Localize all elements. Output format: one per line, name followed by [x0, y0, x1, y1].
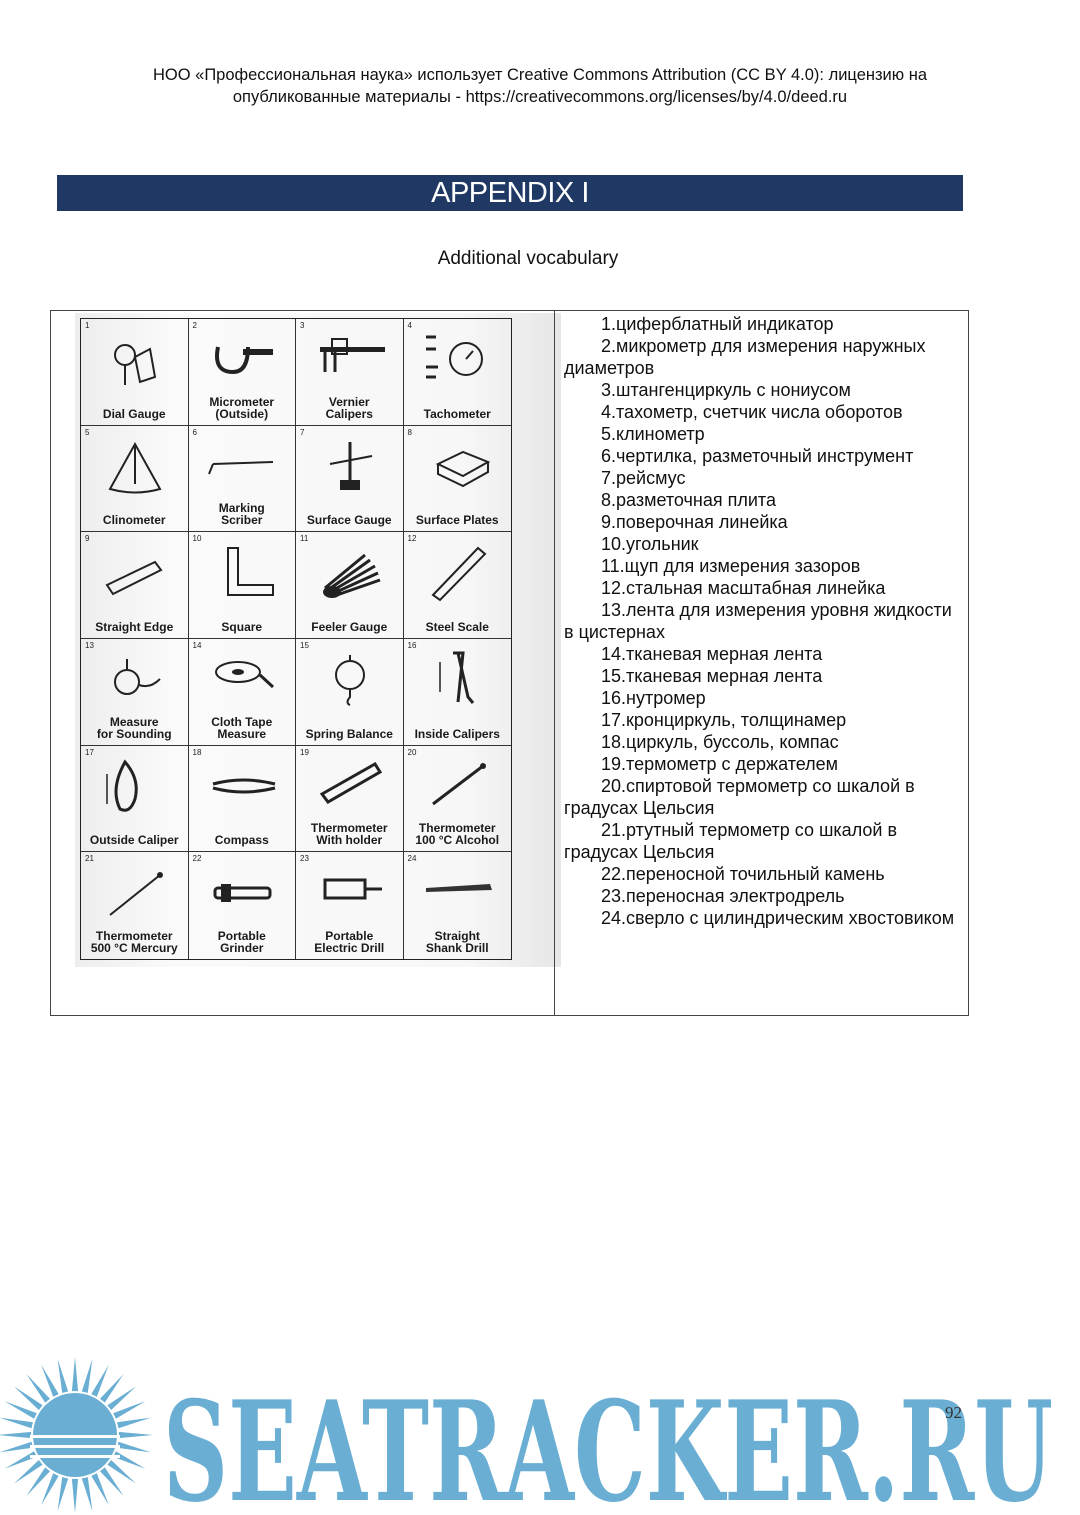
tool-caption: Clinometer — [102, 513, 166, 528]
vocabulary-item: 11.щуп для измерения зазоров — [601, 556, 861, 576]
micrometer-icon — [203, 327, 283, 391]
cloth-tape-icon — [203, 647, 283, 711]
tool-caption: Surface Plates — [415, 513, 499, 528]
surface-gauge-icon — [310, 434, 390, 498]
tool-number: 6 — [192, 427, 197, 437]
tools-grid — [80, 318, 512, 960]
vocabulary-item: 23.переносная электродрель — [601, 886, 845, 906]
tool-number: 7 — [300, 427, 305, 437]
tool-cell — [81, 639, 189, 746]
tool-caption: Thermometer 100 °C Alcohol — [415, 821, 500, 848]
square-icon — [203, 540, 283, 604]
table-divider — [554, 311, 555, 1015]
shank-drill-icon — [418, 860, 498, 924]
tool-number: 19 — [300, 747, 309, 757]
tool-caption: Portable Grinder — [217, 928, 266, 955]
vocabulary-item: 16.нутромер — [601, 688, 706, 708]
tool-cell — [296, 426, 404, 533]
vocabulary-item: 4.тахометр, счетчик числа оборотов — [601, 402, 903, 422]
tool-number: 24 — [407, 854, 417, 864]
tool-number: 4 — [407, 321, 412, 330]
vocabulary-item: 22.переносной точильный камень — [601, 864, 885, 884]
vocabulary-item: 18.циркуль, буссоль, компас — [601, 732, 839, 752]
tool-caption: Cloth Tape Measure — [211, 714, 273, 741]
grinder-icon — [203, 860, 283, 924]
tool-number: 12 — [407, 534, 417, 544]
vocabulary-item: 14.тканевая мерная лента — [601, 644, 823, 664]
tool-caption: Portable Electric Drill — [314, 928, 385, 955]
vocabulary-item: 10.угольник — [601, 534, 699, 554]
vernier-calipers-icon — [310, 327, 390, 391]
vocabulary-item: 24.сверло с цилиндрическим хвостовиком — [601, 908, 955, 928]
tool-number: 20 — [407, 747, 417, 757]
clinometer-icon — [95, 434, 175, 498]
vocabulary-item: 17.кронциркуль, толщинамер — [601, 710, 847, 730]
spring-balance-icon — [310, 647, 390, 711]
feeler-gauge-icon — [310, 540, 390, 604]
tool-cell — [189, 639, 297, 746]
straight-edge-icon — [95, 540, 175, 604]
dial-gauge-icon — [95, 327, 175, 391]
vocabulary-item: 7.рейсмус — [601, 468, 686, 488]
tool-caption: Outside Caliper — [89, 833, 179, 848]
tool-cell — [189, 746, 297, 853]
tool-number: 8 — [407, 427, 412, 437]
tool-caption: Compass — [214, 833, 269, 848]
tool-caption: Micrometer (Outside) — [209, 394, 275, 421]
tool-number: 22 — [192, 854, 202, 864]
tool-number: 21 — [85, 854, 94, 864]
tools-illustration-cell — [51, 311, 554, 1015]
page-number: 92 — [945, 1403, 962, 1422]
seatracker-watermark — [0, 1355, 1080, 1515]
tool-number: 14 — [192, 640, 202, 650]
tool-caption: Straight Edge — [95, 619, 174, 634]
thermometer-alcohol-icon — [418, 754, 498, 818]
tool-cell — [81, 426, 189, 533]
vocabulary-item: 12.стальная масштабная линейка — [601, 578, 886, 598]
tool-caption: Thermometer With holder — [310, 821, 388, 848]
tool-cell — [189, 426, 297, 533]
tool-number: 3 — [300, 321, 305, 330]
tool-number: 5 — [85, 427, 90, 437]
tool-cell — [296, 319, 404, 426]
vocabulary-item: 9.поверочная линейка — [601, 512, 788, 532]
tool-number: 9 — [85, 534, 90, 544]
tool-cell — [189, 319, 297, 426]
tool-caption: Dial Gauge — [102, 406, 166, 421]
tool-caption: Marking Scriber — [218, 501, 265, 528]
tool-number: 17 — [85, 747, 94, 757]
tool-caption: Thermometer 500 °C Mercury — [90, 928, 178, 955]
tool-number: 10 — [192, 534, 202, 544]
tool-caption: Surface Gauge — [306, 513, 392, 528]
vocabulary-item: 13.лента для измерения уровня жидкости в цистернах — [564, 600, 952, 642]
tool-number: 18 — [192, 747, 202, 757]
vocabulary-item: 3.штангенциркуль с нониусом — [601, 380, 851, 400]
tool-cell — [404, 532, 512, 639]
tool-caption: Straight Shank Drill — [425, 928, 489, 955]
tool-number: 2 — [192, 321, 197, 330]
thermometer-holder-icon — [310, 754, 390, 818]
sounding-measure-icon — [95, 647, 175, 711]
outside-caliper-icon — [95, 754, 175, 818]
tool-cell — [404, 426, 512, 533]
vocabulary-item: 1.циферблатный индикатор — [601, 314, 834, 334]
tool-number: 1 — [85, 321, 90, 330]
vocabulary-item: 6.чертилка, разметочный инструмент — [601, 446, 914, 466]
sun-logo-icon — [0, 1357, 153, 1513]
tool-cell — [81, 852, 189, 959]
tool-cell — [404, 319, 512, 426]
tool-cell — [81, 532, 189, 639]
tool-caption: Feeler Gauge — [311, 619, 388, 634]
surface-plate-icon — [418, 434, 498, 498]
appendix-banner: APPENDIX I — [57, 175, 963, 211]
drill-icon — [310, 860, 390, 924]
vocabulary-cell — [564, 313, 964, 929]
compass-icon — [203, 754, 283, 818]
tool-cell — [81, 319, 189, 426]
vocabulary-item: 19.термометр с держателем — [601, 754, 839, 774]
tool-caption: Tachometer — [423, 406, 491, 421]
steel-scale-icon — [418, 540, 498, 604]
tool-caption: Inside Calipers — [414, 726, 500, 741]
tool-caption: Spring Balance — [305, 726, 393, 741]
tool-cell — [81, 746, 189, 853]
license-notice — [60, 64, 1020, 108]
tool-number: 16 — [407, 640, 417, 650]
vocabulary-list — [564, 313, 964, 929]
tool-number: 23 — [300, 854, 309, 864]
vocabulary-item: 15.тканевая мерная лента — [601, 666, 823, 686]
tool-cell — [404, 639, 512, 746]
inside-calipers-icon — [418, 647, 498, 711]
tool-number: 15 — [300, 640, 309, 650]
tool-number: 11 — [300, 534, 309, 544]
tachometer-icon — [418, 327, 498, 391]
tool-caption: Vernier Calipers — [325, 394, 373, 421]
section-subtitle: Additional vocabulary — [437, 248, 619, 269]
tool-caption: Measure for Sounding — [96, 714, 172, 741]
tool-cell — [404, 746, 512, 853]
vocabulary-table — [50, 310, 969, 1016]
tool-cell — [296, 639, 404, 746]
scriber-icon — [203, 434, 283, 498]
vocabulary-item: 8.разметочная плита — [601, 490, 776, 510]
tool-cell — [296, 852, 404, 959]
tool-cell — [189, 852, 297, 959]
tool-cell — [296, 532, 404, 639]
license-line-1: НОО «Профессиональная наука» использует Creative Commons Attribution (CC BY 4.0): лицензию на — [152, 66, 928, 84]
vocabulary-item: 20.спиртовой термометр со шкалой в градусах Цельсия — [564, 776, 915, 818]
vocabulary-item: 21.ртутный термометр со шкалой в градусах Цельсия — [564, 820, 898, 862]
tool-cell — [296, 746, 404, 853]
tool-caption: Steel Scale — [425, 619, 489, 634]
license-line-2: опубликованные материалы - https://creativecommons.org/licenses/by/4.0/deed.ru — [232, 88, 848, 106]
thermometer-mercury-icon — [95, 860, 175, 924]
tool-cell — [189, 532, 297, 639]
tool-caption: Square — [221, 619, 263, 634]
vocabulary-item: 2.микрометр для измерения наружных диаметров — [564, 336, 926, 378]
vocabulary-item: 5.клинометр — [601, 424, 705, 444]
tool-cell — [404, 852, 512, 959]
watermark-text: SEATRACKER.RU — [163, 1370, 1053, 1515]
tool-number: 13 — [85, 640, 94, 650]
